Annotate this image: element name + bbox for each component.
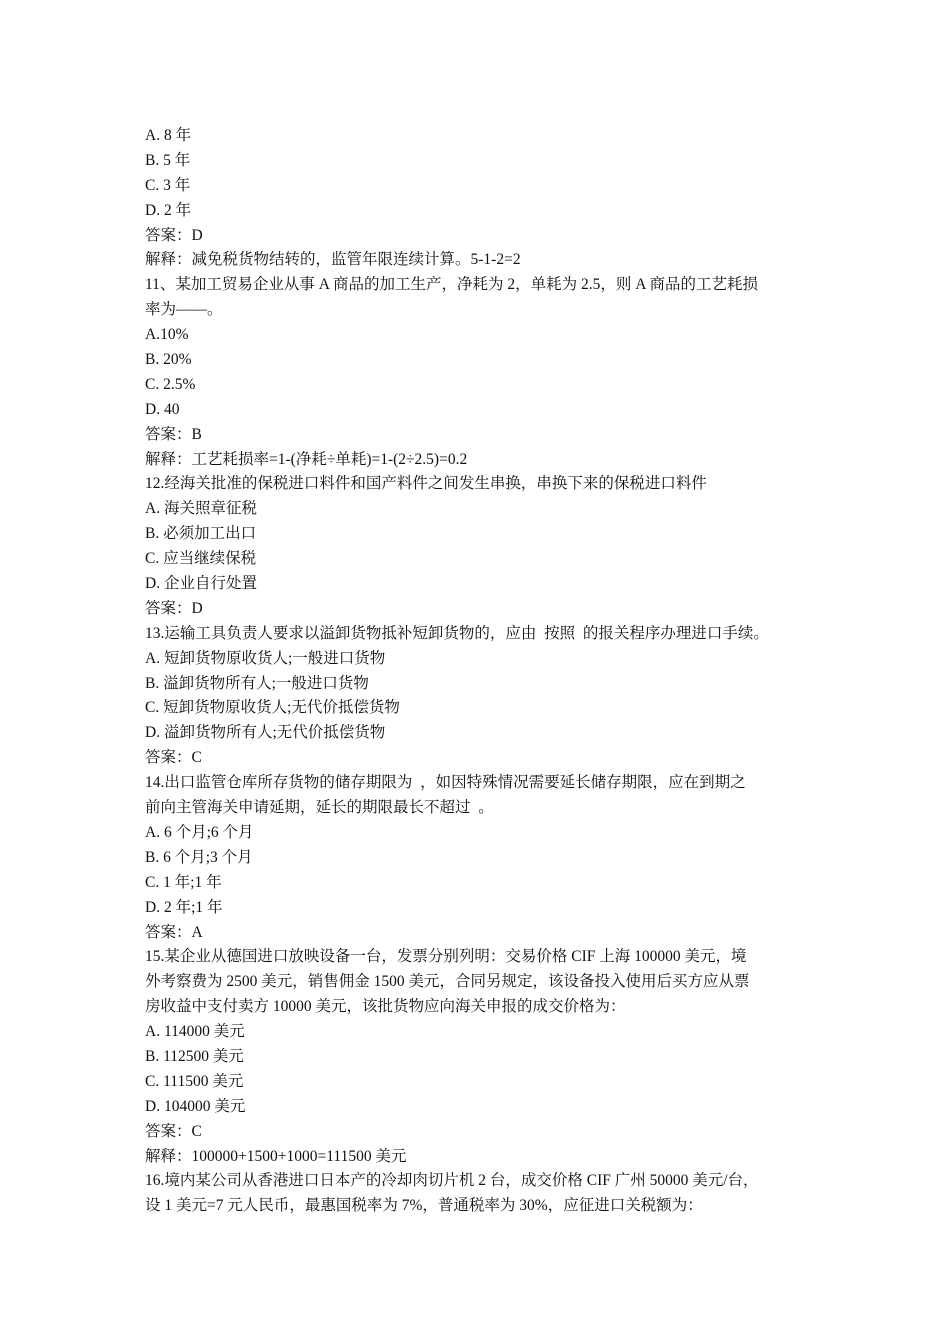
text-line: 外考察费为 2500 美元，销售佣金 1500 美元，合同另规定，该设备投入使用后买方应从票: [145, 973, 750, 991]
text-line: B. 必须加工出口: [145, 525, 257, 543]
text-line: 16.境内某公司从香港进口日本产的冷却肉切片机 2 台，成交价格 CIF 广州 50000 美元/台，: [145, 1172, 759, 1190]
text-line: 15.某企业从德国进口放映设备一台，发票分别列明：交易价格 CIF 上海 100000 美元，境: [145, 948, 747, 966]
text-line: A. 8 年: [145, 127, 192, 144]
text-line: A.10%: [145, 326, 189, 344]
text-line: D. 溢卸货物所有人;无代价抵偿货物: [145, 724, 386, 742]
text-line: C. 短卸货物原收货人;无代价抵偿货物: [145, 699, 400, 717]
text-line: 答案：C: [145, 1122, 202, 1140]
text-line: 答案：D: [145, 599, 203, 617]
text-line: 解释：工艺耗损率=1-(净耗÷单耗)=1-(2÷2.5)=0.2: [145, 450, 468, 468]
text-line: 房收益中支付卖方 10000 美元，该批货物应向海关申报的成交价格为：: [145, 998, 626, 1016]
text-line: D. 企业自行处置: [145, 575, 257, 593]
text-line: 前向主管海关申请延期，延长的期限最长不超过 。: [145, 799, 494, 817]
text-line: 答案：A: [145, 923, 203, 941]
document-body: [145, 124, 817, 1219]
text-line: B. 5 年: [145, 151, 191, 169]
text-line: D. 40: [145, 400, 180, 418]
text-line: 14.出口监管仓库所存货物的储存期限为 ，如因特殊情况需要延长储存期限，应在到期之: [145, 774, 746, 792]
text-line: A. 海关照章征税: [145, 500, 257, 518]
text-line: 答案：C: [145, 749, 202, 767]
text-line: 11、某加工贸易企业从事 A 商品的加工生产，净耗为 2，单耗为 2.5，则 A 商品的工艺耗损: [145, 276, 758, 294]
text-line: C. 2.5%: [145, 375, 196, 393]
text-line: 率为——。: [145, 301, 223, 319]
text-line: B. 6 个月;3 个月: [145, 848, 253, 866]
text-line: B. 20%: [145, 351, 192, 369]
text-line: 答案：B: [145, 425, 202, 443]
text-line: C. 1 年;1 年: [145, 873, 222, 891]
text-line: 解释：减免税货物结转的，监管年限连续计算。5-1-2=2: [145, 251, 521, 269]
text-line: 答案：D: [145, 226, 203, 244]
text-line: A. 114000 美元: [145, 1023, 245, 1041]
text-line: D. 104000 美元: [145, 1097, 246, 1115]
text-line: A. 6 个月;6 个月: [145, 823, 254, 841]
text-line: 解释：100000+1500+1000=111500 美元: [145, 1147, 407, 1165]
text-line: D. 2 年: [145, 201, 192, 219]
text-line: C. 应当继续保税: [145, 550, 257, 568]
text-line: C. 3 年: [145, 176, 191, 194]
text-line: B. 112500 美元: [145, 1047, 244, 1065]
text-line: 12.经海关批准的保税进口料件和国产料件之间发生串换，串换下来的保税进口料件: [145, 475, 707, 493]
text-line: 13.运输工具负责人要求以溢卸货物抵补短卸货物的，应由 按照 的报关程序办理进口手续。: [145, 624, 769, 642]
text-line: 设 1 美元=7 元人民币，最惠国税率为 7%，普通税率为 30%，应征进口关税额为：: [145, 1197, 703, 1215]
text-line: B. 溢卸货物所有人;一般进口货物: [145, 674, 369, 692]
text-line: C. 111500 美元: [145, 1072, 244, 1090]
text-line: A. 短卸货物原收货人;一般进口货物: [145, 649, 386, 667]
text-line: D. 2 年;1 年: [145, 898, 223, 916]
